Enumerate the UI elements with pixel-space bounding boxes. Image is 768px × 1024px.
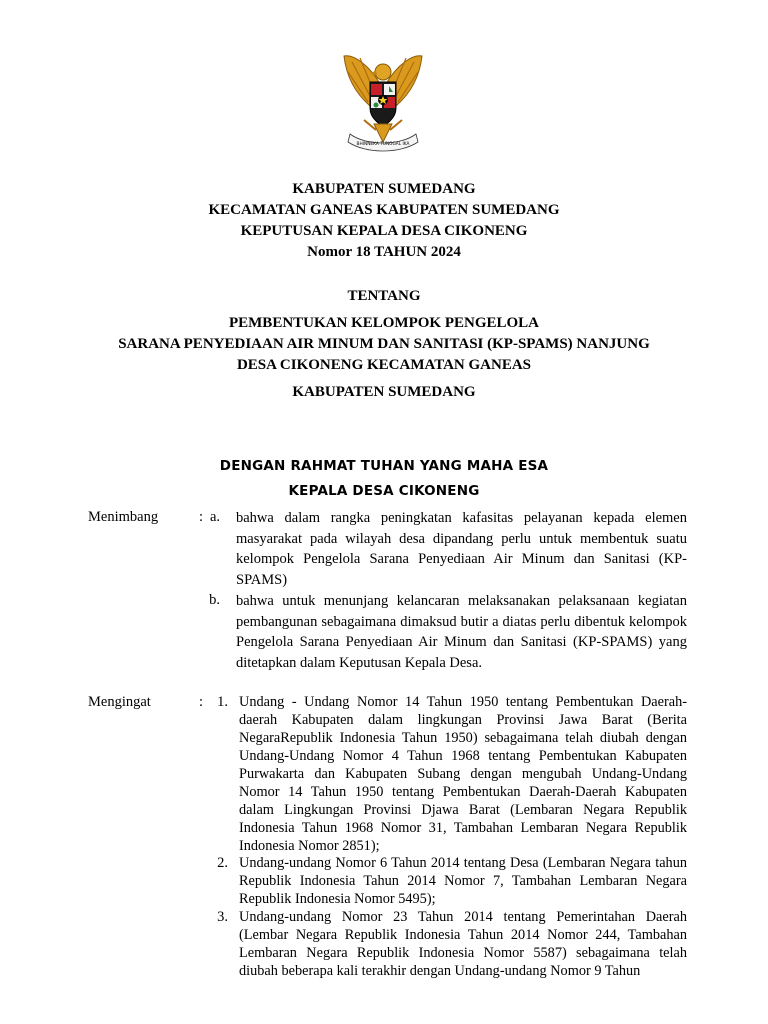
header-district: KECAMATAN GANEAS KABUPATEN SUMEDANG — [208, 202, 560, 218]
preamble-line-1: DENGAN RAHMAT TUHAN YANG MAHA ESA — [219, 458, 549, 474]
preamble-line-2: KEPALA DESA CIKONENG — [288, 483, 480, 499]
menimbang-item-b: bahwa untuk menunjang kelancaran melaksanakan pelaksanaan kegiatan pembangunan sebagaimana dimaksud butir a diatas perlu dibentuk kelompok Pengelola Sarana Penyediaan Air Minum dan Sanitasi (KP-SPAMS) yang ditetapkan dalam Keputusan Kepala Desa. — [236, 593, 687, 671]
header-decree-title: KEPUTUSAN KEPALA DESA CIKONENG — [240, 223, 528, 239]
mengingat-item-1: Undang - Undang Nomor 14 Tahun 1950 tentang Pembentukan Daerah-daerah Kabupaten dalam lingkungan Provinsi Jawa Barat (Berita NegaraRepublik Indonesia Tahun 1950) sebagaimana telah diubah dengan Undang-Undang Nomor 4 Tahun 1968 tentang Pembentukan Kabupaten Purwakarta dan Kabupaten Subang dengan mengubah Undang-Undang Nomor 14 Tahun 1950 tentang Pembentukan Daerah-Daerah Kabupaten dalam Lingkungan Provinsi Djawa Barat (Lembaran Negara Republik Indonesia Tahun 1968 Nomor 31, Tambahan Lembaran Negara Republik Indonesia Nomor 2851); — [239, 694, 687, 854]
mengingat-marker-2: 2. — [217, 855, 228, 871]
mengingat-item-3: Undang-undang Nomor 23 Tahun 2014 tentang Pemerintahan Daerah (Lembar Negara Republik Indonesia Tahun 2014 Nomor 244, Tambahan Lembaran Negara Republik Indonesia Nomor 5587) sebagaimana telah diubah beberapa kali terakhir dengan Undang-undang Nomor 9 Tahun — [239, 909, 687, 979]
subject-line-1: PEMBENTUKAN KELOMPOK PENGELOLA — [228, 315, 540, 331]
emblem-motto: BHINNEKA TUNGGAL IKA — [356, 142, 410, 147]
subject-heading: TENTANG — [347, 288, 421, 304]
menimbang-item-a: bahwa dalam rangka peningkatan kafasitas pelayanan kepada elemen masyarakat pada wilayah desa dipandang perlu untuk membentuk suatu kelompok Pengelola Sarana Penyediaan Air Minum dan Sanitasi (KP-SPAMS) — [236, 510, 687, 588]
menimbang-label: Menimbang — [88, 509, 159, 525]
subject-line-3: DESA CIKONENG KECAMATAN GANEAS — [236, 357, 532, 373]
header-regency: KABUPATEN SUMEDANG — [292, 181, 476, 197]
subject-line-4: KABUPATEN SUMEDANG — [292, 384, 476, 400]
mengingat-label: Mengingat — [88, 694, 151, 710]
mengingat-item-2: Undang-undang Nomor 6 Tahun 2014 tentang Desa (Lembaran Negara tahun Republik Indonesia Tahun 2014 Nomor 7, Tambahan Lembaran Negara Republik Indonesia Nomor 5495); — [239, 855, 687, 907]
menimbang-marker-a: a. — [209, 509, 220, 525]
mengingat-marker-1: 1. — [217, 694, 228, 710]
header-decree-number: Nomor 18 TAHUN 2024 — [307, 244, 461, 260]
subject-line-2: SARANA PENYEDIAAN AIR MINUM DAN SANITASI (KP-SPAMS) NANJUNG — [118, 336, 650, 352]
mengingat-colon: : — [199, 694, 204, 710]
menimbang-marker-b: b. — [209, 592, 220, 608]
mengingat-marker-3: 3. — [217, 909, 228, 925]
garuda-emblem-icon — [340, 46, 426, 156]
menimbang-colon: : — [199, 509, 204, 525]
